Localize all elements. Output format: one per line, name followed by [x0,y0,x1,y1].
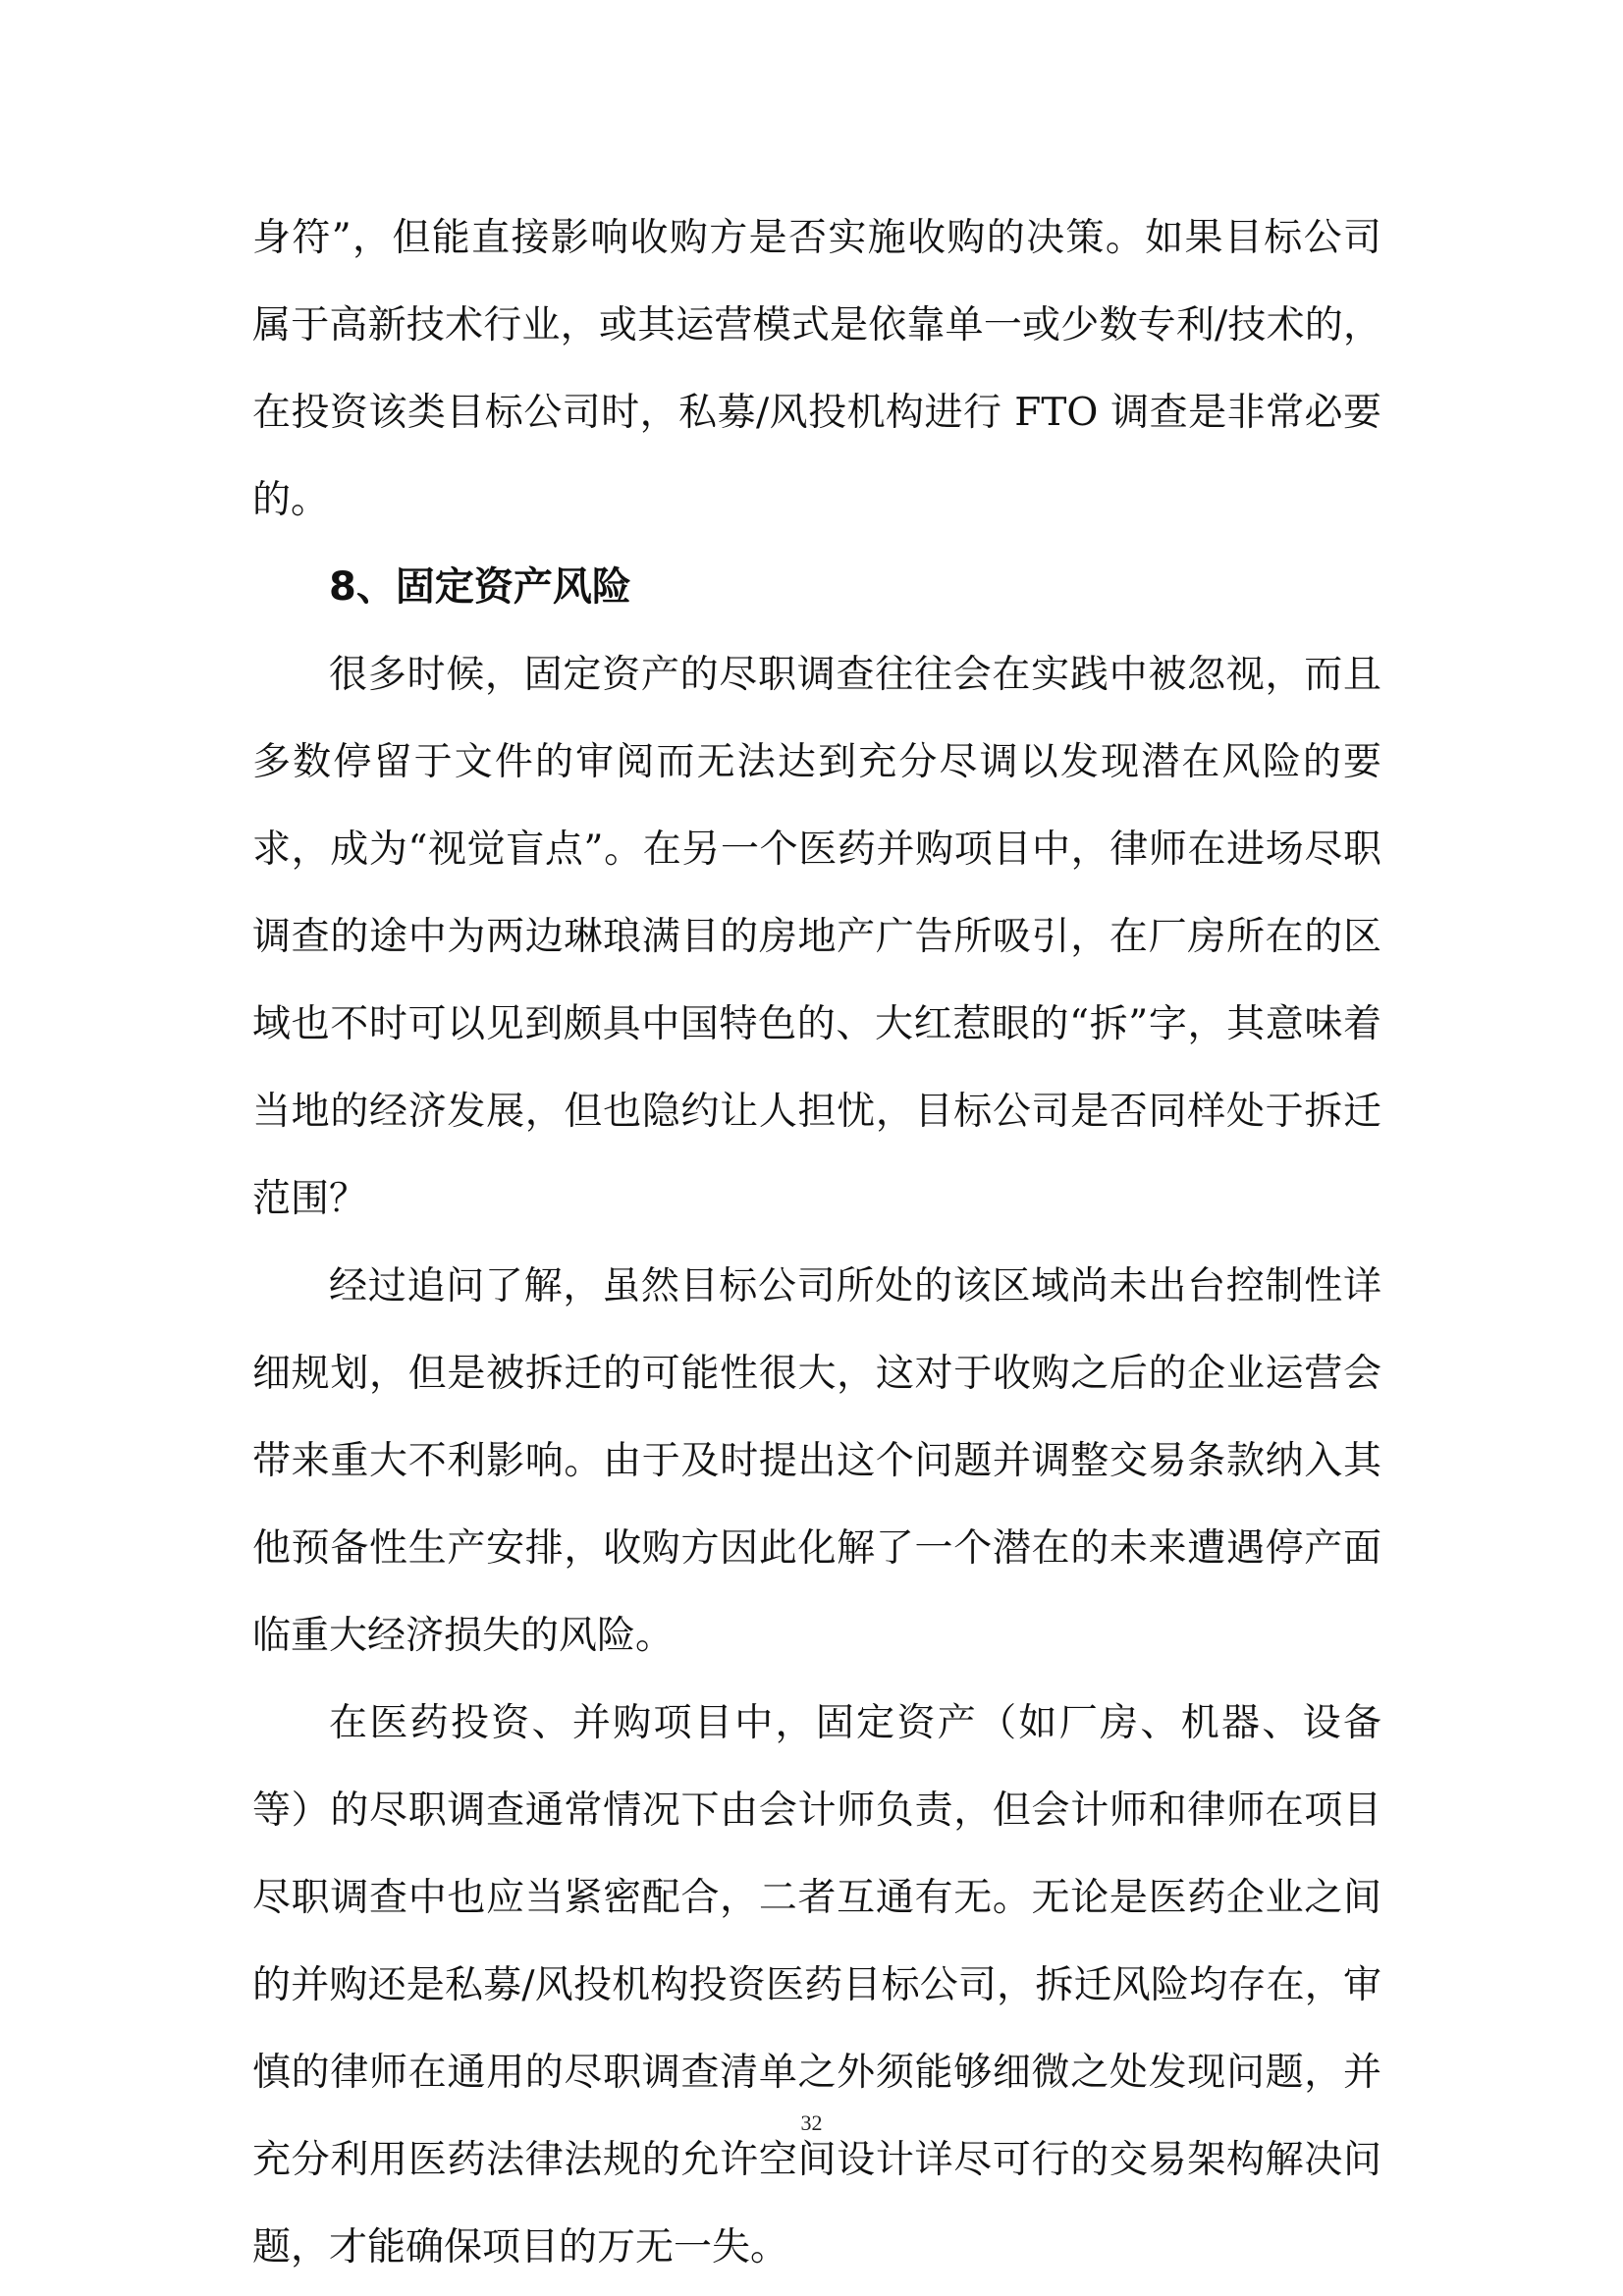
paragraph-fixed-asset-blind-spot: 很多时候，固定资产的尽职调查往往会在实践中被忽视，而且多数停留于文件的审阅而无法达到充分尽调以发现潜在风险的要求，成为“视觉盲点”。在另一个医药并购项目中，律师在进场尽职调查的途中为两边琳琅满目的房地产广告所吸引，在厂房所在的区域也不时可以见到颇具中国特色的、大红惹眼的“拆”字，其意味着当地的经济发展，但也隐约让人担忧，目标公司是否同样处于拆迁范围？ [252,653,1381,1221]
paragraph-accountant-lawyer-cooperation: 在医药投资、并购项目中，固定资产（如厂房、机器、设备等）的尽职调查通常情况下由会计师负责，但会计师和律师在项目尽职调查中也应当紧密配合，二者互通有无。无论是医药企业之间的并购还是私募/风投机构投资医药目标公司，拆迁风险均存在，审慎的律师在通用的尽职调查清单之外须能够细微之处发现问题，并充分利用医药法律法规的允许空间设计详尽可行的交易架构解决问题，才能确保项目的万无一失。 [252,1701,1381,2269]
page-number: 32 [800,2110,823,2135]
paragraph-fto-continuation: 身符”，但能直接影响收购方是否实施收购的决策。如果目标公司属于高新技术行业，或其运营模式是依靠单一或少数专利/技术的，在投资该类目标公司时，私募/风投机构进行 FTO 调查是非常必要的。 [252,216,1381,522]
page-body [252,194,1381,2291]
section-heading-fixed-asset-risk: 8、固定资产风险 [329,564,631,610]
paragraph-demolition-inquiry: 经过追问了解，虽然目标公司所处的该区域尚未出台控制性详细规划，但是被拆迁的可能性很大，这对于收购之后的企业运营会带来重大不利影响。由于及时提出这个问题并调整交易条款纳入其他预备性生产安排，收购方因此化解了一个潜在的未来遭遇停产面临重大经济损失的风险。 [252,1264,1381,1658]
